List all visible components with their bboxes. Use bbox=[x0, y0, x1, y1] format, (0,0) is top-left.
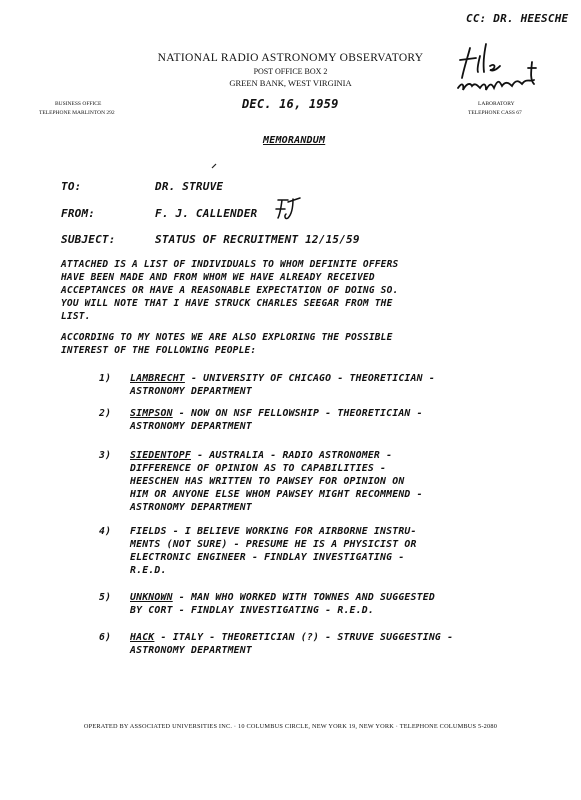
handwritten-file-note bbox=[450, 38, 560, 100]
business-office-label: BUSINESS OFFICE bbox=[55, 101, 102, 107]
from-label: FROM: bbox=[61, 207, 96, 220]
paragraph-offers: ATTACHED IS A LIST OF INDIVIDUALS TO WHOM DEFINITE OFFERS HAVE BEEN MADE AND FROM WHOM WE HAVE ALREADY RECEIVED ACCEPTANCES OR HAVE A REASONABLE EXPECTATION OF DOING SO. YOU WILL NOTE THAT I HAVE STRUCK CHARLES SEEGAR FROM THE LIST. bbox=[61, 259, 399, 322]
list-item-body bbox=[130, 372, 435, 398]
candidate-name: SIMPSON bbox=[130, 408, 173, 419]
subject-label: SUBJECT: bbox=[61, 233, 116, 246]
business-office-phone: TELEPHONE MARLINTON 292 bbox=[39, 110, 115, 116]
laboratory-label: LABORATORY bbox=[478, 101, 515, 107]
to-label: TO: bbox=[61, 180, 82, 193]
list-item-body bbox=[130, 525, 417, 577]
candidate-details: - AUSTRALIA - RADIO ASTRONOMER - DIFFERENCE OF OPINION AS TO CAPABILITIES - HEESCHEN HAS WRITTEN TO PAWSEY FOR OPINION ON HIM OR ANYONE ELSE WHOM PAWSEY MIGHT RECOMMEND - ASTRONOMY DEPARTMENT bbox=[130, 450, 423, 513]
candidate-name: SIEDENTOPF bbox=[130, 450, 191, 461]
candidate-name: UNKNOWN bbox=[130, 592, 173, 603]
handwritten-initials bbox=[274, 196, 306, 222]
organization-po-box: POST OFFICE BOX 2 bbox=[253, 67, 328, 76]
list-item-body bbox=[130, 591, 435, 617]
paragraph-exploring: ACCORDING TO MY NOTES WE ARE ALSO EXPLORING THE POSSIBLE INTEREST OF THE FOLLOWING PEOPLE: bbox=[61, 332, 393, 356]
from-value: F. J. CALLENDER bbox=[155, 207, 258, 220]
letterhead-footer: OPERATED BY ASSOCIATED UNIVERSITIES INC. · 10 COLUMBUS CIRCLE, NEW YORK 19, NEW YORK · TELEPHONE COLUMBUS 5-2080 bbox=[83, 723, 498, 730]
memo-date: DEC. 16, 1959 bbox=[242, 97, 339, 111]
candidate-details: - MAN WHO WORKED WITH TOWNES AND SUGGESTED BY CORT - FINDLAY INVESTIGATING - R.E.D. bbox=[130, 592, 435, 616]
list-item-number: 2) bbox=[99, 408, 112, 419]
list-item-number: 1) bbox=[99, 373, 112, 384]
list-item-number: 4) bbox=[99, 526, 112, 537]
to-value: DR. STRUVE bbox=[155, 180, 224, 193]
candidate-details: - I BELIEVE WORKING FOR AIRBORNE INSTRU- MENTS (NOT SURE) - PRESUME HE IS A PHYSICIST OR ELECTRONIC ENGINEER - FINDLAY INVESTIGATING - R.E.D. bbox=[130, 526, 417, 576]
candidate-name: HACK bbox=[130, 632, 155, 643]
cc-line: CC: DR. HEESCHE bbox=[466, 12, 569, 25]
list-item-number: 5) bbox=[99, 592, 112, 603]
candidate-details: - UNIVERSITY OF CHICAGO - THEORETICIAN - ASTRONOMY DEPARTMENT bbox=[130, 373, 435, 397]
list-item-body bbox=[130, 449, 423, 514]
laboratory-phone: TELEPHONE CASS 67 bbox=[468, 110, 522, 116]
candidate-name: LAMBRECHT bbox=[130, 373, 185, 384]
list-item-number: 6) bbox=[99, 632, 112, 643]
list-item-body bbox=[130, 631, 453, 657]
pencil-tick-mark bbox=[210, 162, 218, 170]
list-item-number: 3) bbox=[99, 450, 112, 461]
organization-name: NATIONAL RADIO ASTRONOMY OBSERVATORY bbox=[157, 52, 424, 64]
candidate-details: - ITALY - THEORETICIAN (?) - STRUVE SUGGESTING - ASTRONOMY DEPARTMENT bbox=[130, 632, 454, 656]
list-item-body bbox=[130, 407, 423, 433]
subject-value: STATUS OF RECRUITMENT 12/15/59 bbox=[155, 233, 360, 246]
candidate-name: FIELDS bbox=[130, 526, 167, 537]
candidate-details: - NOW ON NSF FELLOWSHIP - THEORETICIAN - ASTRONOMY DEPARTMENT bbox=[130, 408, 423, 432]
organization-city: GREEN BANK, WEST VIRGINIA bbox=[229, 78, 352, 88]
memo-title: MEMORANDUM bbox=[263, 135, 326, 146]
